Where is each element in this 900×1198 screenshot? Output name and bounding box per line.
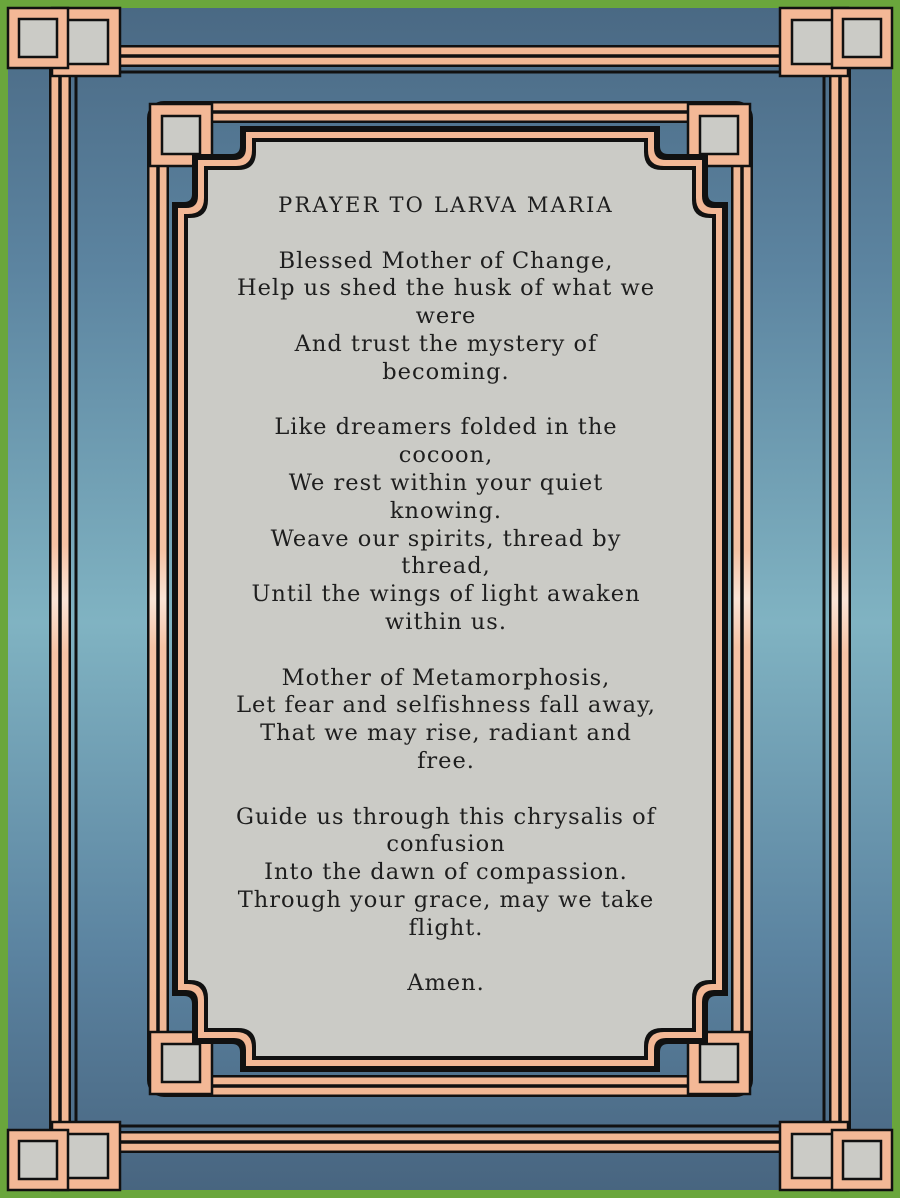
prayer-line: Let fear and selfishness fall away, <box>236 692 656 719</box>
outer-corner-top-left <box>8 8 120 76</box>
prayer-line: Help us shed the husk of what we were <box>236 275 656 330</box>
prayer-line: That we may rise, radiant and free. <box>260 720 632 774</box>
stanza-3 <box>232 665 660 776</box>
prayer-line: Through your grace, may we take flight. <box>237 886 655 941</box>
outer-corner-bottom-right <box>780 1122 892 1190</box>
prayer-title: PRAYER TO LARVA MARIA <box>278 193 614 217</box>
outer-corner-top-right <box>780 8 892 76</box>
prayer-line: Into the dawn of compassion. <box>264 859 628 886</box>
prayer-line: Like dreamers folded in the cocoon, <box>274 414 618 469</box>
prayer-line: Until the wings of light awaken within us. <box>251 581 641 635</box>
prayer-line: Mother of Metamorphosis, <box>281 664 611 691</box>
prayer-text <box>232 192 660 998</box>
prayer-closing: Amen. <box>407 970 485 997</box>
prayer-line: And trust the mystery of becoming. <box>294 330 598 385</box>
stanza-2 <box>232 414 660 636</box>
prayer-line: Weave our spirits, thread by thread, <box>270 525 622 580</box>
prayer-line: We rest within your quiet knowing. <box>288 469 604 524</box>
prayer-line: Blessed Mother of Change, <box>278 247 614 274</box>
stanza-1 <box>232 248 660 387</box>
prayer-line: Guide us through this chrysalis of confusion <box>235 803 656 858</box>
outer-corner-bottom-left <box>8 1122 120 1190</box>
stanza-4 <box>232 804 660 943</box>
